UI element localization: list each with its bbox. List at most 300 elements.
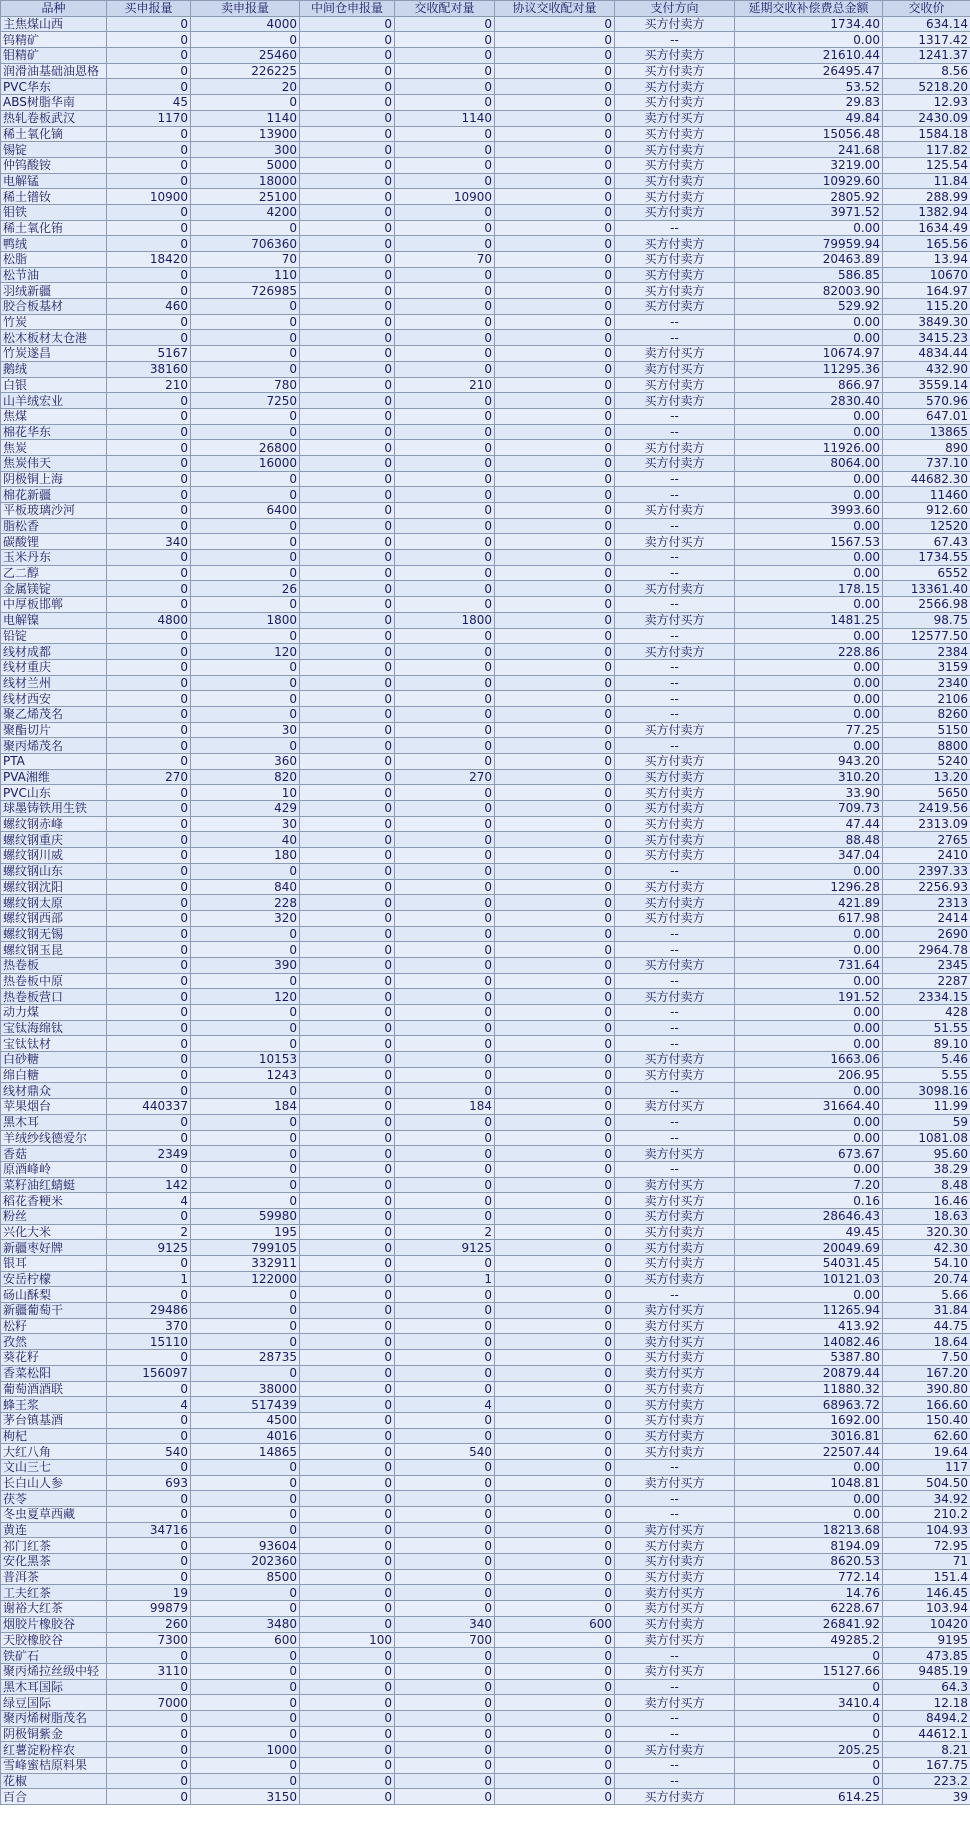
cell-payment-direction: 买方付卖方: [615, 989, 735, 1005]
cell-agreement-matched-qty: 0: [495, 1663, 615, 1679]
table-row: [1, 1632, 970, 1648]
cell-intermediate-qty: 0: [300, 1538, 395, 1554]
cell-compensation-total: 49.45: [735, 1224, 883, 1240]
cell-agreement-matched-qty: 0: [495, 204, 615, 220]
cell-buy-qty: 0: [107, 957, 191, 973]
cell-agreement-matched-qty: 0: [495, 691, 615, 707]
cell-sell-qty: 0: [191, 863, 300, 879]
cell-sell-qty: 0: [191, 487, 300, 503]
cell-sell-qty: 0: [191, 1648, 300, 1664]
cell-payment-direction: 买方付卖方: [615, 832, 735, 848]
cell-settlement-price: 2340: [883, 675, 970, 691]
cell-variety: 热卷板营口: [1, 989, 107, 1005]
cell-sell-qty: 0: [191, 1522, 300, 1538]
cell-agreement-matched-qty: 0: [495, 157, 615, 173]
cell-settlement-price: 634.14: [883, 16, 970, 32]
cell-buy-qty: 4: [107, 1397, 191, 1413]
cell-compensation-total: 0.16: [735, 1193, 883, 1209]
cell-compensation-total: 943.20: [735, 754, 883, 770]
cell-matched-qty: 0: [395, 1601, 495, 1617]
cell-intermediate-qty: 0: [300, 346, 395, 362]
cell-variety: 稀土镨钕: [1, 189, 107, 205]
cell-matched-qty: 9125: [395, 1240, 495, 1256]
table-row: [1, 16, 970, 32]
cell-variety: 钼精矿: [1, 48, 107, 64]
cell-intermediate-qty: 0: [300, 252, 395, 268]
cell-payment-direction: 买方付卖方: [615, 1240, 735, 1256]
cell-sell-qty: 0: [191, 1083, 300, 1099]
cell-payment-direction: --: [615, 220, 735, 236]
cell-compensation-total: 0.00: [735, 1005, 883, 1021]
cell-agreement-matched-qty: 0: [495, 1067, 615, 1083]
cell-buy-qty: 0: [107, 816, 191, 832]
table-row: [1, 848, 970, 864]
cell-sell-qty: 0: [191, 361, 300, 377]
cell-settlement-price: 647.01: [883, 408, 970, 424]
table-row: [1, 32, 970, 48]
cell-buy-qty: 2349: [107, 1146, 191, 1162]
cell-compensation-total: 529.92: [735, 299, 883, 315]
cell-agreement-matched-qty: 0: [495, 628, 615, 644]
table-row: [1, 346, 970, 362]
table-row: [1, 1177, 970, 1193]
cell-matched-qty: 0: [395, 1052, 495, 1068]
cell-sell-qty: 110: [191, 267, 300, 283]
cell-variety: 线材鼎众: [1, 1083, 107, 1099]
cell-variety: 葵花籽: [1, 1350, 107, 1366]
cell-matched-qty: 0: [395, 1726, 495, 1742]
cell-intermediate-qty: 0: [300, 408, 395, 424]
table-row: [1, 1616, 970, 1632]
cell-payment-direction: --: [615, 330, 735, 346]
cell-variety: 枸杞: [1, 1428, 107, 1444]
cell-matched-qty: 0: [395, 1789, 495, 1805]
cell-payment-direction: 买方付卖方: [615, 48, 735, 64]
cell-matched-qty: 0: [395, 32, 495, 48]
table-row: [1, 973, 970, 989]
cell-buy-qty: 7300: [107, 1632, 191, 1648]
cell-settlement-price: 104.93: [883, 1522, 970, 1538]
cell-sell-qty: 0: [191, 628, 300, 644]
cell-agreement-matched-qty: 0: [495, 377, 615, 393]
cell-intermediate-qty: 0: [300, 1036, 395, 1052]
cell-buy-qty: 0: [107, 1350, 191, 1366]
table-row: [1, 1538, 970, 1554]
cell-settlement-price: 1081.08: [883, 1130, 970, 1146]
cell-sell-qty: 0: [191, 659, 300, 675]
cell-sell-qty: 360: [191, 754, 300, 770]
table-row: [1, 471, 970, 487]
cell-intermediate-qty: 0: [300, 942, 395, 958]
cell-payment-direction: 买方付卖方: [615, 299, 735, 315]
cell-buy-qty: 142: [107, 1177, 191, 1193]
cell-intermediate-qty: 0: [300, 440, 395, 456]
cell-buy-qty: 693: [107, 1475, 191, 1491]
cell-variety: 阴极铜上海: [1, 471, 107, 487]
table-row: [1, 1773, 970, 1789]
cell-sell-qty: 0: [191, 942, 300, 958]
cell-matched-qty: 0: [395, 283, 495, 299]
cell-agreement-matched-qty: 0: [495, 957, 615, 973]
cell-payment-direction: 买方付卖方: [615, 455, 735, 471]
cell-payment-direction: 买方付卖方: [615, 283, 735, 299]
table-row: [1, 706, 970, 722]
cell-intermediate-qty: 0: [300, 910, 395, 926]
cell-matched-qty: 0: [395, 816, 495, 832]
cell-payment-direction: 买方付卖方: [615, 204, 735, 220]
cell-payment-direction: 买方付卖方: [615, 1381, 735, 1397]
cell-intermediate-qty: 0: [300, 377, 395, 393]
cell-variety: 长白山人参: [1, 1475, 107, 1491]
cell-variety: 锡锭: [1, 142, 107, 158]
table-row: [1, 1459, 970, 1475]
table-row: [1, 738, 970, 754]
cell-matched-qty: 0: [395, 204, 495, 220]
cell-compensation-total: 0.00: [735, 1114, 883, 1130]
cell-variety: 润滑油基础油恩格: [1, 63, 107, 79]
cell-payment-direction: 买方付卖方: [615, 1789, 735, 1805]
table-row: [1, 769, 970, 785]
table-row: [1, 1052, 970, 1068]
cell-payment-direction: 买方付卖方: [615, 1412, 735, 1428]
cell-settlement-price: 13.20: [883, 769, 970, 785]
cell-intermediate-qty: 0: [300, 1083, 395, 1099]
cell-matched-qty: 0: [395, 1710, 495, 1726]
cell-variety: 花椒: [1, 1773, 107, 1789]
cell-buy-qty: 0: [107, 1256, 191, 1272]
cell-intermediate-qty: 0: [300, 48, 395, 64]
cell-buy-qty: 0: [107, 863, 191, 879]
cell-intermediate-qty: 0: [300, 110, 395, 126]
cell-payment-direction: --: [615, 314, 735, 330]
cell-payment-direction: 卖方付买方: [615, 612, 735, 628]
cell-agreement-matched-qty: 0: [495, 126, 615, 142]
cell-settlement-price: 2690: [883, 926, 970, 942]
cell-matched-qty: 0: [395, 738, 495, 754]
cell-intermediate-qty: 0: [300, 1475, 395, 1491]
table-row: [1, 895, 970, 911]
cell-payment-direction: 买方付卖方: [615, 1208, 735, 1224]
cell-compensation-total: 3016.81: [735, 1428, 883, 1444]
cell-intermediate-qty: 0: [300, 1710, 395, 1726]
cell-compensation-total: 0.00: [735, 1507, 883, 1523]
cell-matched-qty: 0: [395, 408, 495, 424]
table-row: [1, 314, 970, 330]
cell-matched-qty: 0: [395, 534, 495, 550]
cell-payment-direction: --: [615, 32, 735, 48]
cell-compensation-total: 0.00: [735, 675, 883, 691]
cell-matched-qty: 0: [395, 832, 495, 848]
cell-intermediate-qty: 0: [300, 1287, 395, 1303]
cell-agreement-matched-qty: 0: [495, 1412, 615, 1428]
cell-intermediate-qty: 0: [300, 1444, 395, 1460]
cell-buy-qty: 0: [107, 314, 191, 330]
cell-matched-qty: 0: [395, 455, 495, 471]
cell-sell-qty: 4200: [191, 204, 300, 220]
cell-matched-qty: 0: [395, 79, 495, 95]
cell-sell-qty: 120: [191, 989, 300, 1005]
cell-variety: PVC山东: [1, 785, 107, 801]
cell-intermediate-qty: 0: [300, 1099, 395, 1115]
cell-buy-qty: 0: [107, 220, 191, 236]
table-row: [1, 1005, 970, 1021]
cell-variety: 棉花新疆: [1, 487, 107, 503]
cell-intermediate-qty: 0: [300, 95, 395, 111]
cell-intermediate-qty: 0: [300, 550, 395, 566]
cell-payment-direction: 买方付卖方: [615, 1052, 735, 1068]
cell-matched-qty: 0: [395, 518, 495, 534]
table-row: [1, 79, 970, 95]
cell-sell-qty: 4016: [191, 1428, 300, 1444]
table-row: [1, 1695, 970, 1711]
cell-buy-qty: 156097: [107, 1365, 191, 1381]
cell-settlement-price: 2410: [883, 848, 970, 864]
cell-agreement-matched-qty: 0: [495, 1538, 615, 1554]
cell-payment-direction: --: [615, 565, 735, 581]
cell-compensation-total: 1296.28: [735, 879, 883, 895]
cell-matched-qty: 0: [395, 330, 495, 346]
cell-agreement-matched-qty: 0: [495, 1177, 615, 1193]
cell-sell-qty: 0: [191, 471, 300, 487]
cell-agreement-matched-qty: 0: [495, 989, 615, 1005]
cell-payment-direction: --: [615, 1459, 735, 1475]
cell-compensation-total: 10929.60: [735, 173, 883, 189]
cell-agreement-matched-qty: 0: [495, 503, 615, 519]
cell-payment-direction: --: [615, 628, 735, 644]
cell-buy-qty: 0: [107, 440, 191, 456]
cell-buy-qty: 34716: [107, 1522, 191, 1538]
cell-agreement-matched-qty: 0: [495, 95, 615, 111]
cell-variety: 线材兰州: [1, 675, 107, 691]
cell-variety: 茅台镇基酒: [1, 1412, 107, 1428]
cell-intermediate-qty: 0: [300, 1397, 395, 1413]
cell-sell-qty: 1243: [191, 1067, 300, 1083]
cell-settlement-price: 166.60: [883, 1397, 970, 1413]
table-row: [1, 220, 970, 236]
cell-buy-qty: 0: [107, 644, 191, 660]
cell-compensation-total: 28646.43: [735, 1208, 883, 1224]
cell-settlement-price: 39: [883, 1789, 970, 1805]
cell-variety: 粉丝: [1, 1208, 107, 1224]
cell-sell-qty: 26800: [191, 440, 300, 456]
cell-settlement-price: 7.50: [883, 1350, 970, 1366]
cell-buy-qty: 0: [107, 1648, 191, 1664]
table-row: [1, 1334, 970, 1350]
table-row: [1, 1585, 970, 1601]
cell-variety: 乙二醇: [1, 565, 107, 581]
cell-sell-qty: 600: [191, 1632, 300, 1648]
cell-settlement-price: 12.93: [883, 95, 970, 111]
table-row: [1, 1099, 970, 1115]
cell-sell-qty: 0: [191, 1679, 300, 1695]
cell-payment-direction: 卖方付买方: [615, 1303, 735, 1319]
cell-sell-qty: 40: [191, 832, 300, 848]
cell-settlement-price: 8260: [883, 706, 970, 722]
cell-variety: 松脂: [1, 252, 107, 268]
cell-matched-qty: 0: [395, 597, 495, 613]
cell-intermediate-qty: 0: [300, 1161, 395, 1177]
cell-intermediate-qty: 0: [300, 220, 395, 236]
cell-settlement-price: 64.3: [883, 1679, 970, 1695]
cell-variety: 仲钨酸铵: [1, 157, 107, 173]
cell-agreement-matched-qty: 0: [495, 173, 615, 189]
cell-compensation-total: 15127.66: [735, 1663, 883, 1679]
cell-buy-qty: 99879: [107, 1601, 191, 1617]
cell-matched-qty: 0: [395, 1020, 495, 1036]
cell-compensation-total: 614.25: [735, 1789, 883, 1805]
cell-matched-qty: 0: [395, 659, 495, 675]
cell-sell-qty: 0: [191, 1020, 300, 1036]
cell-agreement-matched-qty: 0: [495, 722, 615, 738]
cell-intermediate-qty: 100: [300, 1632, 395, 1648]
cell-buy-qty: 0: [107, 1569, 191, 1585]
cell-matched-qty: 0: [395, 973, 495, 989]
cell-payment-direction: --: [615, 675, 735, 691]
cell-buy-qty: 0: [107, 1428, 191, 1444]
cell-agreement-matched-qty: 0: [495, 565, 615, 581]
cell-sell-qty: 390: [191, 957, 300, 973]
cell-compensation-total: 14.76: [735, 1585, 883, 1601]
table-row: [1, 1412, 970, 1428]
cell-intermediate-qty: 0: [300, 1758, 395, 1774]
cell-agreement-matched-qty: 0: [495, 1365, 615, 1381]
cell-settlement-price: 13.94: [883, 252, 970, 268]
cell-agreement-matched-qty: 0: [495, 895, 615, 911]
cell-settlement-price: 2313.09: [883, 816, 970, 832]
cell-compensation-total: 15056.48: [735, 126, 883, 142]
table-row: [1, 1491, 970, 1507]
cell-payment-direction: 卖方付买方: [615, 1334, 735, 1350]
cell-agreement-matched-qty: 0: [495, 581, 615, 597]
cell-variety: 线材西安: [1, 691, 107, 707]
cell-payment-direction: 买方付卖方: [615, 173, 735, 189]
cell-variety: 平板玻璃沙河: [1, 503, 107, 519]
cell-settlement-price: 117.82: [883, 142, 970, 158]
cell-payment-direction: --: [615, 1083, 735, 1099]
table-row: [1, 989, 970, 1005]
cell-variety: 聚丙烯树脂茂名: [1, 1710, 107, 1726]
cell-sell-qty: 16000: [191, 455, 300, 471]
cell-compensation-total: 0.00: [735, 597, 883, 613]
cell-buy-qty: 0: [107, 848, 191, 864]
cell-variety: 螺纹钢玉昆: [1, 942, 107, 958]
cell-sell-qty: 0: [191, 314, 300, 330]
cell-buy-qty: 0: [107, 659, 191, 675]
table-row: [1, 204, 970, 220]
cell-matched-qty: 0: [395, 1663, 495, 1679]
cell-variety: 玉米丹东: [1, 550, 107, 566]
cell-buy-qty: 15110: [107, 1334, 191, 1350]
cell-matched-qty: 0: [395, 1365, 495, 1381]
cell-sell-qty: 13900: [191, 126, 300, 142]
cell-compensation-total: 0.00: [735, 220, 883, 236]
cell-matched-qty: 0: [395, 1303, 495, 1319]
cell-intermediate-qty: 0: [300, 1507, 395, 1523]
cell-settlement-price: 1634.49: [883, 220, 970, 236]
table-row: [1, 252, 970, 268]
cell-variety: 热卷板中原: [1, 973, 107, 989]
cell-compensation-total: 49.84: [735, 110, 883, 126]
cell-payment-direction: --: [615, 1648, 735, 1664]
cell-agreement-matched-qty: 0: [495, 1240, 615, 1256]
cell-compensation-total: 1663.06: [735, 1052, 883, 1068]
cell-intermediate-qty: 0: [300, 361, 395, 377]
cell-sell-qty: 0: [191, 675, 300, 691]
cell-buy-qty: 460: [107, 299, 191, 315]
table-row: [1, 173, 970, 189]
cell-settlement-price: 9195: [883, 1632, 970, 1648]
cell-agreement-matched-qty: 0: [495, 1742, 615, 1758]
cell-intermediate-qty: 0: [300, 471, 395, 487]
cell-settlement-price: 20.74: [883, 1271, 970, 1287]
cell-sell-qty: 1800: [191, 612, 300, 628]
header-settlement-price: 交收价: [883, 1, 970, 17]
cell-matched-qty: 0: [395, 1381, 495, 1397]
cell-payment-direction: --: [615, 518, 735, 534]
cell-intermediate-qty: 0: [300, 283, 395, 299]
cell-buy-qty: 0: [107, 1052, 191, 1068]
cell-variety: 聚丙烯拉丝级中轻: [1, 1663, 107, 1679]
table-row: [1, 534, 970, 550]
cell-agreement-matched-qty: 0: [495, 612, 615, 628]
cell-payment-direction: --: [615, 1036, 735, 1052]
cell-variety: 绵白糖: [1, 1067, 107, 1083]
cell-buy-qty: 0: [107, 204, 191, 220]
cell-compensation-total: 8194.09: [735, 1538, 883, 1554]
cell-payment-direction: 买方付卖方: [615, 16, 735, 32]
cell-buy-qty: 0: [107, 1742, 191, 1758]
cell-settlement-price: 1317.42: [883, 32, 970, 48]
cell-settlement-price: 167.75: [883, 1758, 970, 1774]
cell-intermediate-qty: 0: [300, 173, 395, 189]
cell-agreement-matched-qty: 0: [495, 1381, 615, 1397]
cell-agreement-matched-qty: 0: [495, 754, 615, 770]
cell-buy-qty: 0: [107, 393, 191, 409]
table-row: [1, 126, 970, 142]
cell-compensation-total: 11295.36: [735, 361, 883, 377]
cell-settlement-price: 117: [883, 1459, 970, 1475]
cell-matched-qty: 0: [395, 1538, 495, 1554]
cell-agreement-matched-qty: 0: [495, 455, 615, 471]
cell-sell-qty: 14865: [191, 1444, 300, 1460]
table-row: [1, 879, 970, 895]
cell-settlement-price: 34.92: [883, 1491, 970, 1507]
cell-agreement-matched-qty: 0: [495, 189, 615, 205]
cell-agreement-matched-qty: 0: [495, 816, 615, 832]
cell-agreement-matched-qty: 0: [495, 644, 615, 660]
cell-buy-qty: 18420: [107, 252, 191, 268]
cell-agreement-matched-qty: 0: [495, 299, 615, 315]
cell-buy-qty: 0: [107, 173, 191, 189]
cell-variety: 碳酸锂: [1, 534, 107, 550]
cell-settlement-price: 2106: [883, 691, 970, 707]
cell-sell-qty: 18000: [191, 173, 300, 189]
cell-settlement-price: 10420: [883, 1616, 970, 1632]
cell-agreement-matched-qty: 0: [495, 361, 615, 377]
cell-payment-direction: 买方付卖方: [615, 644, 735, 660]
cell-payment-direction: 买方付卖方: [615, 848, 735, 864]
cell-buy-qty: 0: [107, 1679, 191, 1695]
cell-matched-qty: 0: [395, 1114, 495, 1130]
cell-sell-qty: 429: [191, 801, 300, 817]
cell-settlement-price: 11.99: [883, 1099, 970, 1115]
cell-matched-qty: 0: [395, 1773, 495, 1789]
cell-matched-qty: 0: [395, 754, 495, 770]
cell-variety: 绿豆国际: [1, 1695, 107, 1711]
cell-payment-direction: 买方付卖方: [615, 189, 735, 205]
header-buy-qty: 买申报量: [107, 1, 191, 17]
cell-agreement-matched-qty: 0: [495, 314, 615, 330]
